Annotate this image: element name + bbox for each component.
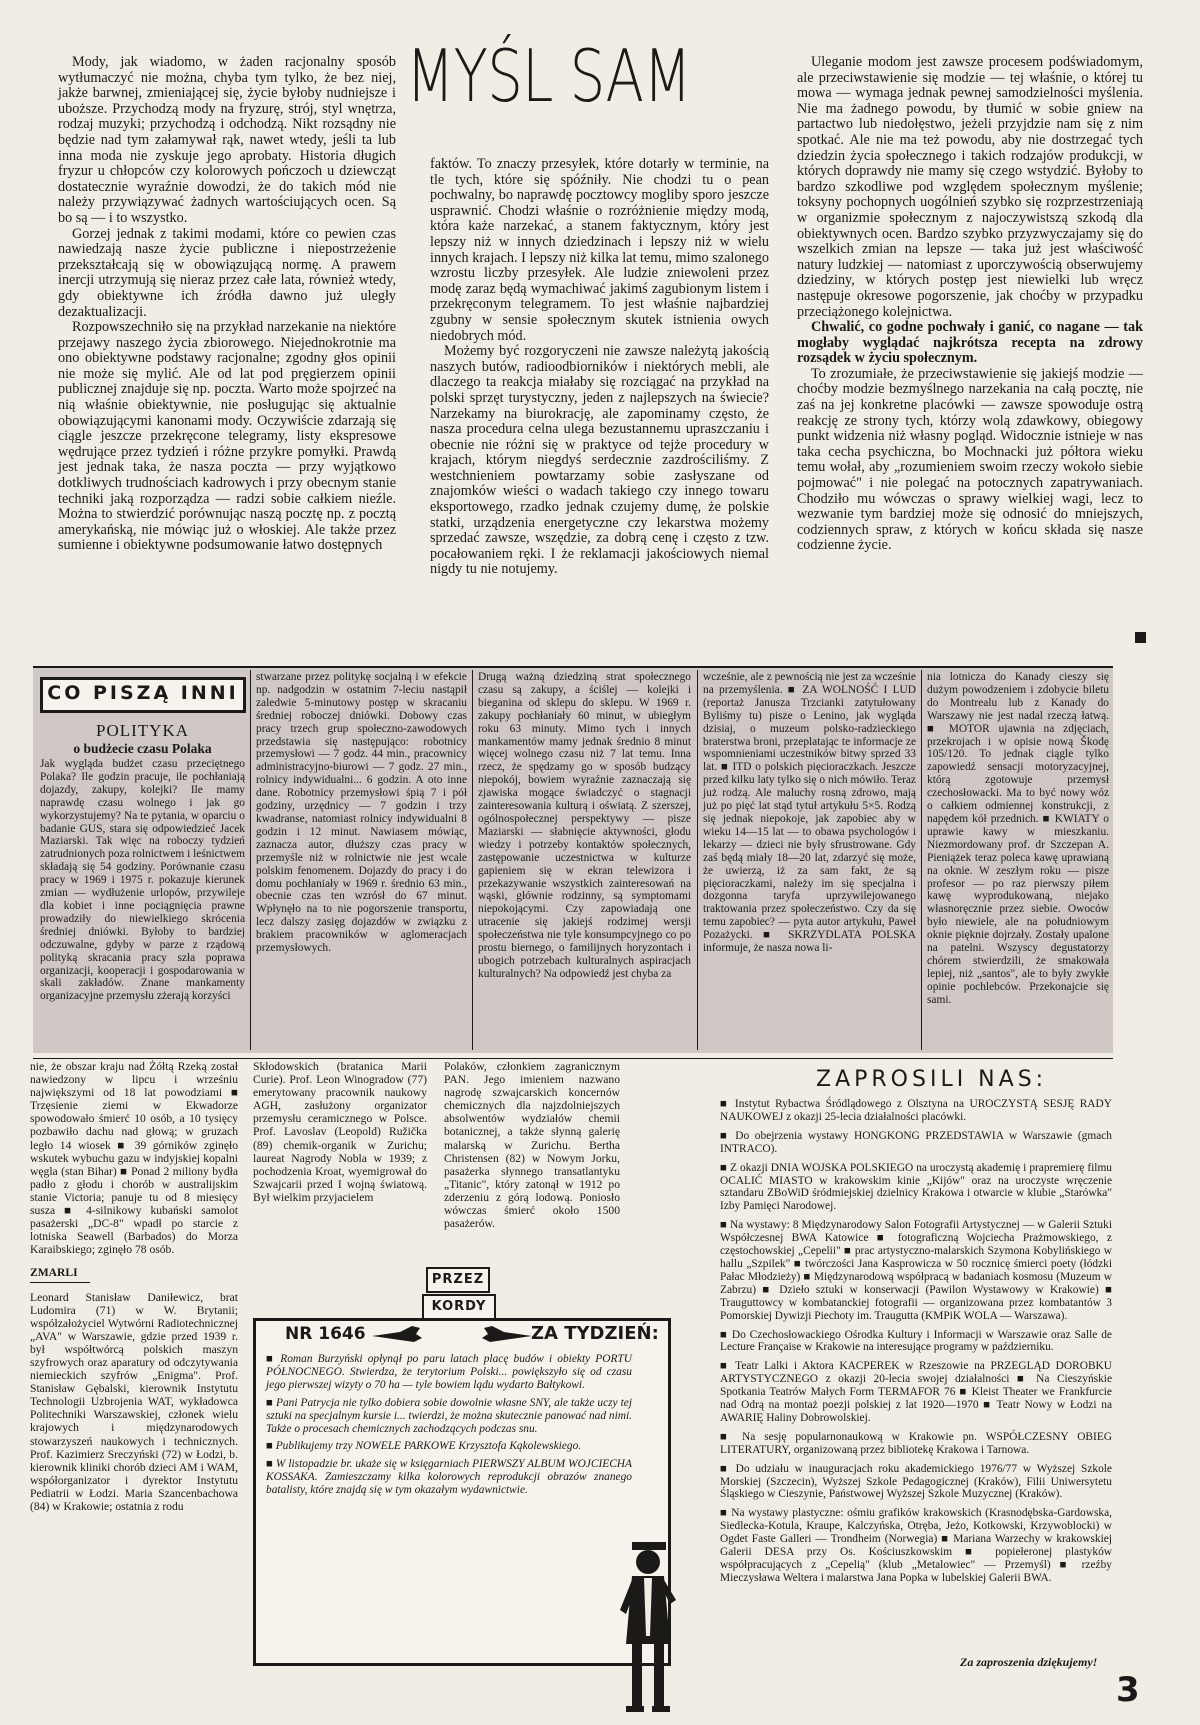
section-rule [33, 1058, 1113, 1059]
zmarli-underline [30, 1282, 90, 1283]
inni-column-3 [478, 671, 691, 981]
paragraph: To zrozumiałe, że przeciwstawienie się jakiejś modzie — choćby modzie bezmyślnego narzekania na całą pocztę, nie zaś na jej konkretne placówki — zawsze spowoduje ostrą reakcję ze strony tych, którzy wolą zdawkowy, obiegowy punkt widzenia niż własny pogląd. Widocznie istnieje w nas taka cecha psychiczna, bo Mochnacki już półtora wieku temu wołał, aby „rozumieniem swoim rzeczy wokoło siebie pojmować" i nie polegać na potocznych zapatrywaniach. Chodziło mu wówczas o sprawy wielkiej wagi, lecz to wezwanie tym bardziej może się odnosić do mniejszych, codziennych spraw, z których w końcu składa się nasze codzienne życie. [797, 365, 1143, 554]
list-item: ■ Do obejrzenia wystawy HONGKONG PRZEDSTAWIA w Warszawie (gmach INTRACO). [720, 1129, 1112, 1155]
issue-number: NR 1646 [285, 1324, 366, 1344]
panel-top-rule [33, 666, 1113, 668]
paragraph: Chwalić, co godne pochwały i ganić, co nagane — tak mogłaby wyglądać najkrótsza recepta na zdrowy rozsądek w życiu społecznym. [797, 319, 1143, 367]
hand-right-icon [480, 1322, 534, 1353]
co-pisza-inni-label: CO PISZĄ INNI [40, 677, 246, 713]
list-item: ■ Pani Patrycja nie tylko dobiera sobie dowolnie własne SNY, ale także uczy tej sztuki na specjalnym kursie i... twierdzi, że można skutecznie panować nad nimi. Także o procesach chemicznych zachodzących podczas snu. [266, 1396, 632, 1435]
zaprosili-title: ZAPROSILI NAS: [816, 1067, 1048, 1092]
headline: MYŚL SAM [406, 34, 691, 118]
column-divider [697, 670, 698, 1050]
source-title: POLITYKA [96, 721, 189, 740]
zaprosili-list [720, 1098, 1112, 1585]
paragraph: Polaków, członkiem zagranicznym PAN. Jego imieniem nazwano nagrodę szwajcarskich koncernów chemicznych dla najzdolniejszych absolwentów wydziałów chemii botanicznej, a także słynną galerię malarską w Zurichu. Bertha Christensen (82) w Nowym Jorku, pasażerka słynnego transatlantyku „Titanic", który zatonął w 1912 po zderzeniu z górą lodową. Poniosło wówczas śmierć około 1500 pasażerów. [444, 1060, 620, 1231]
zmarli-label: ZMARLI [30, 1266, 78, 1280]
column-divider [472, 670, 473, 1050]
page-number: 3 [1116, 1670, 1140, 1710]
list-item: ■ Na wystawy plastyczne: ośmiu grafików krakowskich (Krasnodębska-Gardowska, Siedlecka-Kotula, Kraupe, Kalczyńska, Otręba, Jeżo, Kotkowski, Krzywoblocki) w Ogdet Faste Galleri — Trondheim (Norwegia) ■ Mariana Warzechy w krakowskiej Galerii DESA przy Os. Kościuszkowskim ■ popiełeronej plastyków współpracujących z „Cepelią" (klub „Metalowiec" — Przemyśl) ■ rzeźby Mieczysława Weltera i malarstwa Jana Popka w lubelskiej Galerii BWA. [720, 1507, 1112, 1584]
paragraph: Leonard Stanisław Daniłewicz, brat Ludomira (71) w W. Brytanii; współzałożyciel Wytwórni Radiotechnicznej „AVA" w Warszawie, gdzie przed 1939 r. był współtwórcą polskich maszyn szyfrowych oraz aparatury od odczytywania niemieckich szyfrów „Enigma". Prof. Stanisław Gębalski, kierownik Instytutu Technologii Uzbrojenia WAT, wykładowca Politechniki Warszawskiej, członek wielu krajowych i międzynarodowych stowarzyszeń naukowych i technicznych. Prof. Kazimierz Sreczyński (72) w Łodzi, b. kierownik kliniki chorób dzieci AM i WAM, współorganizator i dyrektor Instytutu Pediatrii w Łodzi. Maria Szancenbachowa (84) w Krakowie; ostatnia z rodu [30, 1290, 238, 1513]
list-item: ■ Do udziału w inauguracjach roku akademickiego 1976/77 w Wyższej Szkole Morskiej (Szczecin), Wyższej Szkole Pedagogicznej (Kraków), Filii Uniwersytetu Śląskiego w Cieszynie, Państwowej Wyższej Szkole Muzycznej (Kraków). [720, 1462, 1112, 1501]
paragraph: faktów. To znaczy przesyłek, które dotarły w terminie, na tle tych, które się spóźniły. Nie chodzi tu o pean pochwalny, bo naprawdę pocztowcy mogliby sporo jeszcze usprawnić. Chodzi właśnie o rozróżnienie między modą, która każe narzekać, a stanem faktycznym, który jest lepszy niż w innych dziedzinach i lepszy niż w wielu innych krajach. I lepszy niż kilka lat temu, mimo szalonego wzrostu liczby przesyłek. Ale ludzie zniewoleni przez modę zaraz będą wymachiwać jakimś zagubionym listem i przekręconym telegramem. To jest właśnie najbardziej zgubny w sensie społecznym skutek istnienia owych niedobrych mód. [430, 156, 769, 344]
hand-left-icon [370, 1322, 424, 1353]
butler-figure-icon [618, 1540, 678, 1725]
article-column-3 [797, 55, 1143, 554]
column-divider [921, 670, 922, 1050]
inni-column-5 [927, 671, 1109, 1007]
list-item: ■ Na wystawy: 8 Międzynarodowy Salon Fotografii Artystycznej — w Galerii Sztuki Współczesnej BWA Katowice ■ fotograficzną Wojciecha Prażmowskiego, z częstochowskiej „Cepelii" ■ prac artystyczno-malarskich Szymona Kobylińskiego w hallu „Szpilek" ■ twórczości Jana Kasprowicza w 50 rocznicę śmierci poety (łódzki Pałac Młodzieży) ■ Międzynarodową współpracą w badaniach kosmosu (Muzeum w Zabrzu) ■ Dzieło sztuki w konserwacji (Pawilon Wystawowy w Krakowie) ■ Trauguttowcy w kombatanckiej fotografii — organizowana przez kombatantów 3 Pomorskiej Dywizji Piechoty im. Traugutta (KMPiK WOLA — Warszawa). [720, 1219, 1112, 1322]
paragraph: stwarzane przez politykę socjalną i w efekcie np. nadgodzin w ostatnim 7-leciu nastąpił zaledwie 5-minutowy postęp w skracaniu średniej roboczej dniówki. Dobowy czas pracy trzech grup społeczno-zawodowych przedstawia się następująco: robotnicy przemysłowi — 7 godz. 44 min., pracownicy administracyjno-biurowi — 7 godz. 27 min., rolnicy indywidualni... 6 godzin. A oto inne dane. Robotnicy przemysłowi śpią 7 i pół godziny, urzędnicy — 7 godzin i trzy kwadranse, natomiast rolnicy indywidualni 8 godzin i 12 minut. Nawiasem mówiąc, zaznacza autor, dłuższy czas pracy w przemyśle niż w rolnictwie nie jest wcale polskim fenomenem. Dojazdy do pracy i do domu pochłaniały w 1969 r. średnio 63 min., obecnie czas ten wzrósł do 67 minut. Wpłynęło na to nie pogorszenie transportu, lecz dalszy zasięg dojazdów w związku z brakiem pracowników w aglomeracjach przemysłowych. [256, 671, 467, 955]
paragraph: Drugą ważną dziedziną strat społecznego czasu są zakupy, a ściślej — kolejki i bieganina od sklepu do sklepu. W 1969 r. zakupy pochłaniały 60 minut, w ubiegłym roku 63 minuty. Mimo tych i innych mankamentów mamy jednak średnio 8 minut więcej wolnego czasu niż 7 lat temu. Inna rzecz, że spędzamy go w sposób budzący niepokój, bowiem wyraźnie zaznaczają się zjawiska mogące świadczyć o stagnacji zainteresowania kulturą i oświatą. Z szerszej, ogólnospołecznej perspektywy — pisze Maziarski — słabnięcie aktywności, głodu wiedzy i potrzeby kontaktów społecznych, zastępowanie uczestnictwa w kulturze gapieniem się w ekran telewizora i przekazywanie wszystkich zainteresowań na wąski, głównie rodzinny, są symptomami niepokojącymi. Czy zapowiadają one utracenie się jakiejś rodzimej wersji społeczeństwa nie tyle konsumpcyjnego co po prostu biernego, o familijnych horyzontach i ubogich potrzebach kulturalnych aspiracjach kulturalnych? Na odpowiedź jest chyba za [478, 671, 691, 980]
end-mark-icon [1135, 632, 1146, 643]
paragraph: Uleganie modom jest zawsze procesem podświadomym, ale przeciwstawienie się modzie — tej właśnie, o której tu mowa — wymaga jednak pewnej samodzielności myślenia. Nie ma żadnego powodu, by tłumić w sobie gniew na partactwo lub niedołęstwo, jeżeli przyjdzie nam się z nim spotkać. Ale nie ma też powodu, aby nie dostrzegać tych dziedzin życia społecznego i takich rodzajów produkcji, w których doprawdy nie mamy się czego wstydzić. Byłoby to bardzo szkodliwe pod względem społecznym myślenie; toksyny pochopnych uogólnień szybko się rozprzestrzeniają w organizmie społecznym z najoczywistszą szkodą dla obiektywnych ocen. Bardzo szybko przyzwyczajamy się do wszelkich zmian na lepsze — taka już jest właściwość natury ludzkiej — natomiast z uporczywością obserwujemy dziedziny, w których postęp jest niewielki lub wręcz następuje okresowe pogorszenie, jak choćby w przypadku przeciążonego kolejnictwa. [797, 54, 1143, 320]
list-item: ■ Teatr Lalki i Aktora KACPEREK w Rzeszowie na PRZEGLĄD DOROBKU ARTYSTYCZNEGO z okazji 20-lecia swojej działalności ■ Na Cieszyńskie Spotkania Teatrów Małych Form TERMAFOR 76 ■ Kleist Theater we Frankfurcie nad Odrą na montaż poezji polskiej z lat 1920—1970 ■ Teatr Nowy w Łodzi na AWARIĘ Haliny Dobrowolskiej. [720, 1360, 1112, 1424]
article-column-1 [58, 55, 396, 554]
next-week-label: ZA TYDZIEŃ: [531, 1323, 659, 1344]
paragraph: nie, że obszar kraju nad Żółtą Rzeką został nawiedzony w lipcu i wrześniu największymi od 18 lat powodziami ■ Trzęsienie ziemi w Ekwadorze spowodowało śmierć 10 osób, a 10 tysięcy pozbawiło dachu nad głową; w gruzach legło 14 wiosek ■ 39 górników zginęło wskutek wybuchu gazu w indyjskiej kopalni węgla (stan Bihar) ■ Ponad 2 miliony bydła padło z głodu i chorób w australijskim stanie Victoria; panuje tu od 8 miesięcy susza ■ 4-silnikowy kubański samolot pasażerski „DC-8" wpadł po starcie z lotniska Seawell (Barbados) do Morza Karaibskiego; zginęło 78 osób. [30, 1060, 238, 1257]
events-column [30, 1060, 238, 1513]
paragraph: Gorzej jednak z takimi modami, które co pewien czas nawiedzają nasze życie publiczne i niepostrzeżenie przekształcają się w obowiązującą normę. A prawem inercji utrzymują się nieraz przez całe lata, również wtedy, gdy obiektywne ich źródła dawno już uległy dezaktualizacji. [58, 225, 396, 320]
inni-column-2 [256, 671, 467, 955]
inni-column-1 [40, 758, 245, 1003]
obituary-column-3 [444, 1060, 620, 1230]
paragraph: Skłodowskich (bratanica Marii Curie). Prof. Leon Winogradow (77) emerytowany pracownik naukowy AGH, zasłużony organizator przemysłu ceramicznego w Polsce. Prof. Lavoslav (Leopold) Ružička (89) chemik-organik w Zurichu; laureat Nagrody Nobla w 1939; z pochodzenia Kroat, wyemigrował do Szwajcarii przed I wojną światową. Był wielkim przyjacielem [253, 1060, 427, 1204]
article-column-2 [430, 157, 769, 578]
paragraph: Możemy być rozgoryczeni nie zawsze należytą jakością naszych butów, radioodbiorników i niektórych mebli, ale dlaczego ta reakcja miałaby się rozciągać na przykład na polski sprzęt turystyczny, jeden z najlepszych na świecie? Narzekamy na biurokrację, ale zapominamy często, że nasza procedura celna ulega bezustannemu upraszczaniu i obecnie nie różni się w praktyce od tejże procedury w krajach, którym niegdyś serdecznie zazdrościliśmy. Z westchnieniem powtarzamy sobie zasłyszane od znajomków wieści o wadach takiego czy innego towaru eksportowego, rzadko jednak czujemy dumę, że polskie statki, urządzenia energetyczne czy lekarstwa możemy sprzedać zawsze, wszędzie, za dobrą cenę i często z tzw. pocałowaniem ręki. I że reklamacji jakościowych niemal nigdy tu nie notujemy. [430, 343, 769, 578]
paragraph: Rozpowszechniło się na przykład narzekanie na niektóre przejawy naszego życia zbiorowego. Niejednokrotnie ma ono obiektywne podstawy racjonalne; zgodny głos opinii nie może się mylić. Ale od lat pod pręgierzem opinii publicznej znajduje się np. poczta. Warto może spojrzeć na nią właśnie obiektywnie, nie posługując się aktualnie obowiązującymi kanonami mody. Oczywiście zdarzają się ciągle jeszcze przekręcone telegramy, listy ekspresowe wędrujące przez tydzień i różne przykre pomyłki. Prawdą jest jednak taka, że nasza poczta — przy wyjątkowo dotkliwych trudnościach kadrowych i przy obecnym stanie techniki jaką rozporządza — radzi sobie całkiem nieźle. Można to stwierdzić porównując naszą pocztę np. z pocztą amerykańską, nie mówiąc już o włoskiej. Ale także przez sumienne i obiektywne podsumowanie łatwo dostępnych [58, 319, 396, 554]
list-item: ■ Roman Burzyński opłynął po paru latach placę budów i obiekty PORTU PÓŁNOCNEGO. Stwierdza, że terytorium Polski... powiększyło się od czasu jego pierwszej wizyty o 70 ha — tyle bowiem lądu wydarto Bałtykowi. [266, 1353, 632, 1391]
obituary-column-2 [253, 1060, 427, 1204]
inni-column-4 [703, 671, 916, 955]
list-item: ■ Instytut Rybactwa Śródlądowego z Olsztyna na UROCZYSTĄ SESJĘ RADY NAUKOWEJ z okazji 25-lecia działalności placówki. [720, 1098, 1112, 1123]
source-subtitle: o budżecie czasu Polaka [73, 741, 212, 756]
list-item: ■ Z okazji DNIA WOJSKA POLSKIEGO na uroczystą akademię i prapremierę filmu OCALIĆ MIASTO w krakowskim kinie „Kijów" oraz na uroczyste wręczenie sztandaru ZBoWiD śródmiejskiej dzielnicy Krakowa i otwarcie w klubie „Starówka" Izby Pamięci Narodowej. [720, 1161, 1112, 1213]
column-divider [250, 670, 251, 1050]
thanks-note: Za zaproszenia dziękujemy! [960, 1655, 1098, 1669]
paragraph: Mody, jak wiadomo, w żaden racjonalny sposób wytłumaczyć nie można, chyba tym tylko, że bez niej, jakże barwnej, zmieniającej się, życie byłoby nudniejsze i uboższe. Przychodzą mody na fryzurę, strój, styl wnętrza, rodzaj muzyki; przychodzą i odchodzą. Nikt rozsądny nie będzie nad tym załamywał rąk, nawet wtedy, jeśli ta lub inna moda nie zyskuje jego aprobaty. Historia długich fryzur u chłopców czy kolorowych pończoch u dziewcząt dostatecznie wyraźnie dowodzi, że do takich mód nie należy przywiązywać żadnych wartościujących ocen. Są bo są — i to wszystko. [58, 54, 396, 226]
paragraph: wcześnie, ale z pewnością nie jest za wcześnie na przemyślenia. ■ ZA WOLNOŚĆ I LUD (reportaż Janusza Trzcianki zatytułowany Byliśmy tu) pisze o Lenino, jak wygląda dzisiaj, o muzeum polsko-radzieckiego braterstwa broni, przeplatając te informacje ze wspomnieniami uczestników bitwy sprzed 33 lat. ■ ITD o polskich pięcioraczkach. Jeszcze przed kilku laty tylko się o nich mówiło. Teraz już rodzą. Ale maluchy rosną zdrowo, mają już po pięć lat stąd tytuł artykułu 5×5. Rodzą się jednak niepokoje, jak zapobiec aby w wieku 14—15 lat — to obawa psychologów i lekarzy — dzieci nie były sfrustrowane. Gdy zaś będą miały 18—20 lat, zdarzyć się może, że uwierzą, iż za sam fakt, że są pięcioraczkami, należy im się specjalna i dozgonna taryfa uprzywilejowanego traktowania przez społeczeństwo. Czy da się temu zapobiec? — pyta autor artykułu, Paweł Pozażycki. ■ SKRZYDLATA POLSKA informuje, że nasza nowa li- [703, 671, 916, 955]
list-item: ■ Publikujemy trzy NOWELE PARKOWE Krzysztofa Kąkolewskiego. [266, 1440, 582, 1453]
list-item: ■ Do Czechosłowackiego Ośrodka Kultury i Informacji w Warszawie oraz Salle de Lecture Française w Krakowie na interesujące programy w październiku. [720, 1328, 1112, 1354]
paragraph: Jak wygląda budżet czasu przeciętnego Polaka? Ile godzin pracuje, ile pochłaniają dojazdy, zakupy, kolejki? Ile mamy naprawdę czasu wolnego i jak go wykorzystujemy? Na te pytania, w oparciu o badanie GUS, stara się odpowiedzieć Jacek Maziarski. Tak więc na roboczy tydzień zatrudnionych poza rolnictwem i leśnictwem składają się 54 godziny. Porównanie czasu pracy w 1969 i 1975 r. pokazuje kierunek zmian — wydłużenie urlopów, przywileje dla kobiet i inne pociągnięcia prawne prowadziły do niewielkiego skrócenia średniej dniówki. Byłoby to bardziej odczuwalne, gdyby w parze z rządową polityką skracania pracy szła poprawa organizacji, kooperacji i gospodarowania w skali zakładów. Znane mankamenty organizacyjne przemysłu zżerają korzyści [40, 758, 245, 1003]
list-item: ■ Na sesję popularnonaukową w Krakowie pn. WSPÓŁCZESNY OBIEG LITERATURY, organizowaną przez bibliotekę Krakowa i Tarnowa. [720, 1430, 1112, 1456]
list-item: ■ W listopadzie br. ukaże się w księgarniach PIERWSZY ALBUM WOJCIECHA KOSSAKA. Zamieszczamy kilka kolorowych reprodukcji obrazów znanego batalisty, które znajdą się w tym okazałym wydawnictwie. [266, 1458, 632, 1497]
kordy-stamp: KORDY [422, 1294, 496, 1320]
next-issue-list [266, 1353, 632, 1497]
paragraph: nia lotnicza do Kanady cieszy się dużym powodzeniem i zdobycie biletu do Montrealu lub z Kanady do Warszawy nie jest nadal rzeczą łatwą. ■ MOTOR ujawnia na zdjęciach, przekrojach i w opisie nową Škodę 105/120. To jednak ciągle tylko zapowiedź sensacji motoryzacyjnej, którą zgotowuje przemysł czechosłowacki. Ma to być nowy wóz o całkiem odmiennej konstrukcji, z napędem kół przednich. ■ KWIATY o uprawie kawy w mieszkaniu. Niezmordowany prof. dr Szczepan A. Pieniążek teraz poleca kawę uprawianą na oknie. W zeszłym roku — pisze profesor — po raz pierwszy piłem kawę wyprodukowaną, niejako własnoręcznie przez siebie. Owoców było niewiele, ale na południowym oknie pięknie dojrzały. Zostały upalone na patelni. Wszyscy degustatorzy chórem stwierdzili, że smakowała lepiej, niż „santos", ale to były zwykłe opinie pochlebców. Przekonajcie się sami. [927, 671, 1109, 1006]
przez-stamp: PRZEZ [426, 1267, 490, 1293]
